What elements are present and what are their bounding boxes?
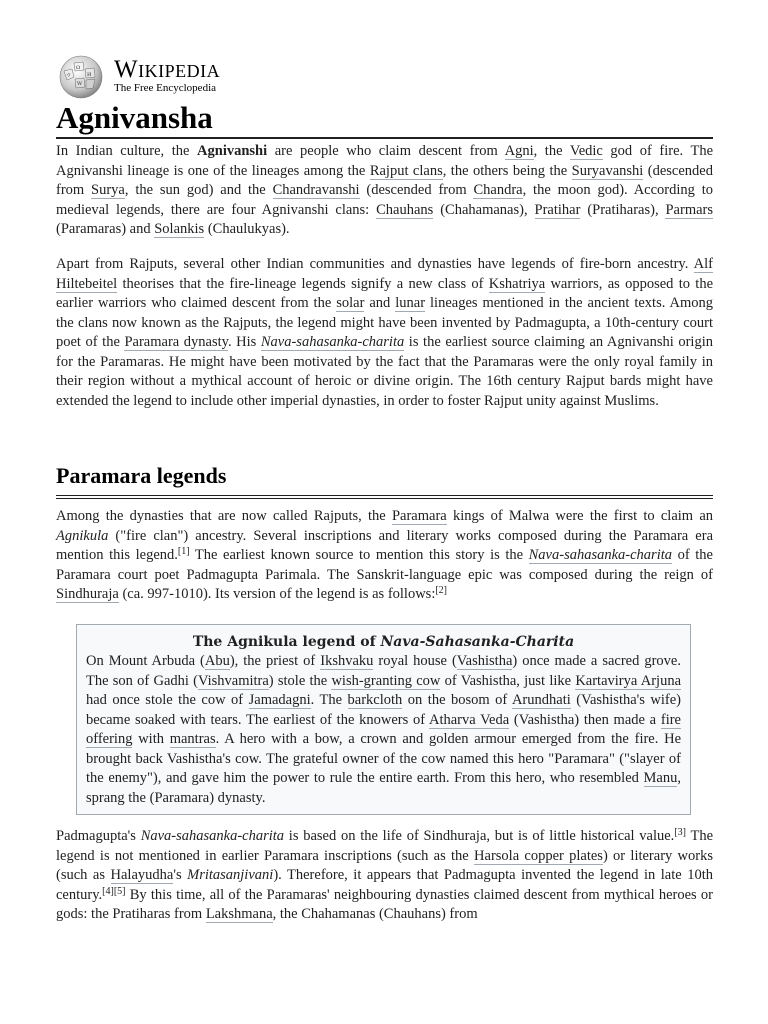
section-heading-paramara-legends: Paramara legends xyxy=(56,463,227,488)
link-paramara-dynasty[interactable]: Paramara dynasty xyxy=(124,334,228,350)
link-kshatriya[interactable]: Kshatriya xyxy=(488,275,546,292)
link-chauhans[interactable]: Chauhans xyxy=(376,201,434,218)
link-vishvamitra[interactable]: Vishvamitra xyxy=(197,672,269,689)
link-ikshvaku[interactable]: Ikshvaku xyxy=(320,653,374,669)
link-barkcloth[interactable]: barkcloth xyxy=(347,692,403,708)
section-heading-wrap xyxy=(56,462,713,499)
padmagupta-paragraph: Padmagupta's Nava-sahasanka-charita is based on the life of Sindhuraja, but is of little historical value.[3] The legend is not mentioned in earlier Paramara inscriptions (such as the Harsola copper plates) or literary works (such as Halayudha's Mritasanjivani). Therefore, it appears that Padmagupta invented the legend in late 10th century.[4][5] By this time, all of the Paramaras' neighbouring dynasties claimed descent from mythical heroes or gods: the Pratiharas from Lakshmana, the Chahamanas (Chauhans) from xyxy=(56,827,714,922)
link-solar[interactable]: solar xyxy=(336,295,365,311)
link-abu[interactable]: Abu xyxy=(204,653,230,669)
reference-4[interactable]: [4] xyxy=(102,885,114,897)
wordmark: Wikipedia xyxy=(114,56,221,83)
link-arundhati[interactable]: Arundhati xyxy=(511,692,571,708)
link-halayudha[interactable]: Halayudha xyxy=(110,867,174,883)
link-paramara[interactable]: Paramara xyxy=(391,508,447,524)
link-wish-granting-cow[interactable]: wish-granting cow xyxy=(331,672,441,689)
link-vedic[interactable]: Vedic xyxy=(569,143,603,159)
page-title: Agnivansha xyxy=(56,101,713,139)
link-atharva-veda[interactable]: Atharva Veda xyxy=(428,711,510,728)
quote-title: The Agnikula legend of Nava-Sahasanka-Charita xyxy=(192,634,575,650)
agnikula-quote-box xyxy=(76,624,691,815)
origin-paragraph: Apart from Rajputs, several other Indian communities and dynasties have legends of fire-born ancestry. Alf Hiltebeitel theorises that the fire-lineage legends signify a new class of Kshatriya warriors, as opposed to the earlier warriors who claimed descent from the solar and lunar lineages mentioned in the ancient texts. Among the clans now known as the Rajputs, the legend might have been invented by Padmagupta, a 10th-century court poet of the Paramara dynasty. His Nava-sahasanka-charita is the earliest source claiming an Agnivanshi origin for the Paramaras. He might have been motivated by the fact that the Paramaras were the only royal family in their region without a mythical account of heroic or divine origin. The 16th century Rajput bards might have extended the legend to include other imperial dynasties, in order to foster Rajput unity against Muslims. xyxy=(56,256,714,409)
link-rajput-clans[interactable]: Rajput clans xyxy=(369,162,443,179)
link-surya[interactable]: Surya xyxy=(91,182,125,198)
link-jamadagni[interactable]: Jamadagni xyxy=(248,692,311,708)
link-suryavanshi[interactable]: Suryavanshi xyxy=(571,162,644,179)
link-mantras[interactable]: mantras xyxy=(169,731,216,747)
wordmark-block xyxy=(114,58,220,94)
link-nava-sahasanka-charita-2[interactable]: Nava-sahasanka-charita xyxy=(528,547,673,563)
wikipedia-globe-icon xyxy=(56,53,106,99)
tagline: The Free Encyclopedia xyxy=(114,82,217,94)
svg-text:И: И xyxy=(87,72,92,78)
link-fire-offering[interactable]: fire offering xyxy=(86,711,681,747)
link-solankis[interactable]: Solankis xyxy=(154,221,205,237)
link-sindhuraja[interactable]: Sindhuraja xyxy=(56,586,119,602)
link-kartavirya-arjuna[interactable]: Kartavirya Arjuna xyxy=(575,672,682,689)
link-manu[interactable]: Manu xyxy=(643,770,678,786)
intro-paragraph: In Indian culture, the Agnivanshi are people who claim descent from Agni, the Vedic god of fire. The Agnivanshi lineage is one of the lineages among the Rajput clans, the others being the Suryavanshi (descended from Surya, the sun god) and the Chandravanshi (descended from Chandra, the moon god). According to medieval legends, there are four Agnivanshi clans: Chauhans (Chahamanas), Pratihar (Pratiharas), Parmars (Paramaras) and Solankis (Chaulukyas). xyxy=(56,143,714,237)
reference-3[interactable]: [3] xyxy=(674,827,686,838)
link-harsola-copper-plates[interactable]: Harsola copper plates xyxy=(474,847,603,864)
link-parmars[interactable]: Parmars xyxy=(665,201,713,218)
svg-text:Ω: Ω xyxy=(76,65,81,71)
link-chandravanshi[interactable]: Chandravanshi xyxy=(272,182,360,198)
reference-5[interactable]: [5] xyxy=(113,885,126,897)
link-lunar[interactable]: lunar xyxy=(395,295,426,311)
link-alf-hiltebeitel[interactable]: Alf Hiltebeitel xyxy=(56,256,713,292)
reference-2[interactable]: [2] xyxy=(435,585,448,596)
reference-1[interactable]: [1] xyxy=(177,546,190,557)
svg-text:ウ: ウ xyxy=(66,73,72,79)
link-chandra[interactable]: Chandra xyxy=(473,182,523,198)
svg-text:W: W xyxy=(77,81,83,87)
link-nava-sahasanka-charita[interactable]: Nava-sahasanka-charita xyxy=(260,334,405,350)
link-agni[interactable]: Agni xyxy=(504,143,534,159)
link-vashistha[interactable]: Vashistha xyxy=(456,653,513,669)
article-page xyxy=(56,52,714,922)
link-pratihar[interactable]: Pratihar xyxy=(534,201,581,218)
site-logo[interactable] xyxy=(56,52,713,100)
paramara-paragraph: Among the dynasties that are now called Rajputs, the Paramara kings of Malwa were the first to claim an Agnikula ("fire clan") ancestry. Several inscriptions and literary works composed during the Paramara era mention this legend.[1] The earliest known source to mention this story is the Nava-sahasanka-charita of the Paramara court poet Padmagupta Parimala. The Sanskrit-language epic was composed during the reign of Sindhuraja (ca. 997-1010). Its version of the legend is as follows:[2] xyxy=(56,508,713,602)
link-lakshmana[interactable]: Lakshmana xyxy=(205,906,273,922)
quote-text: On Mount Arbuda (Abu), the priest of Ikshvaku royal house (Vashistha) once made a sacred grove. The son of Gadhi (Vishvamitra) stole the wish-granting cow of Vashistha, just like Kartavirya Arjuna had once stole the cow of Jamadagni. The barkcloth on the bosom of Arundhati (Vashistha's wife) became soaked with tears. The earliest of the knowers of Atharva Veda (Vashistha) then made a fire offering with mantras. A hero with a bow, a crown and golden armour emerged from the fire. He brought back Vashistha's cow. The grateful owner of the cow named this hero "Paramara" ("slayer of the enemy"), and gave him the power to rule the entire earth. From this hero, who resembled Manu, sprang the (Paramara) dynasty. xyxy=(86,653,682,806)
